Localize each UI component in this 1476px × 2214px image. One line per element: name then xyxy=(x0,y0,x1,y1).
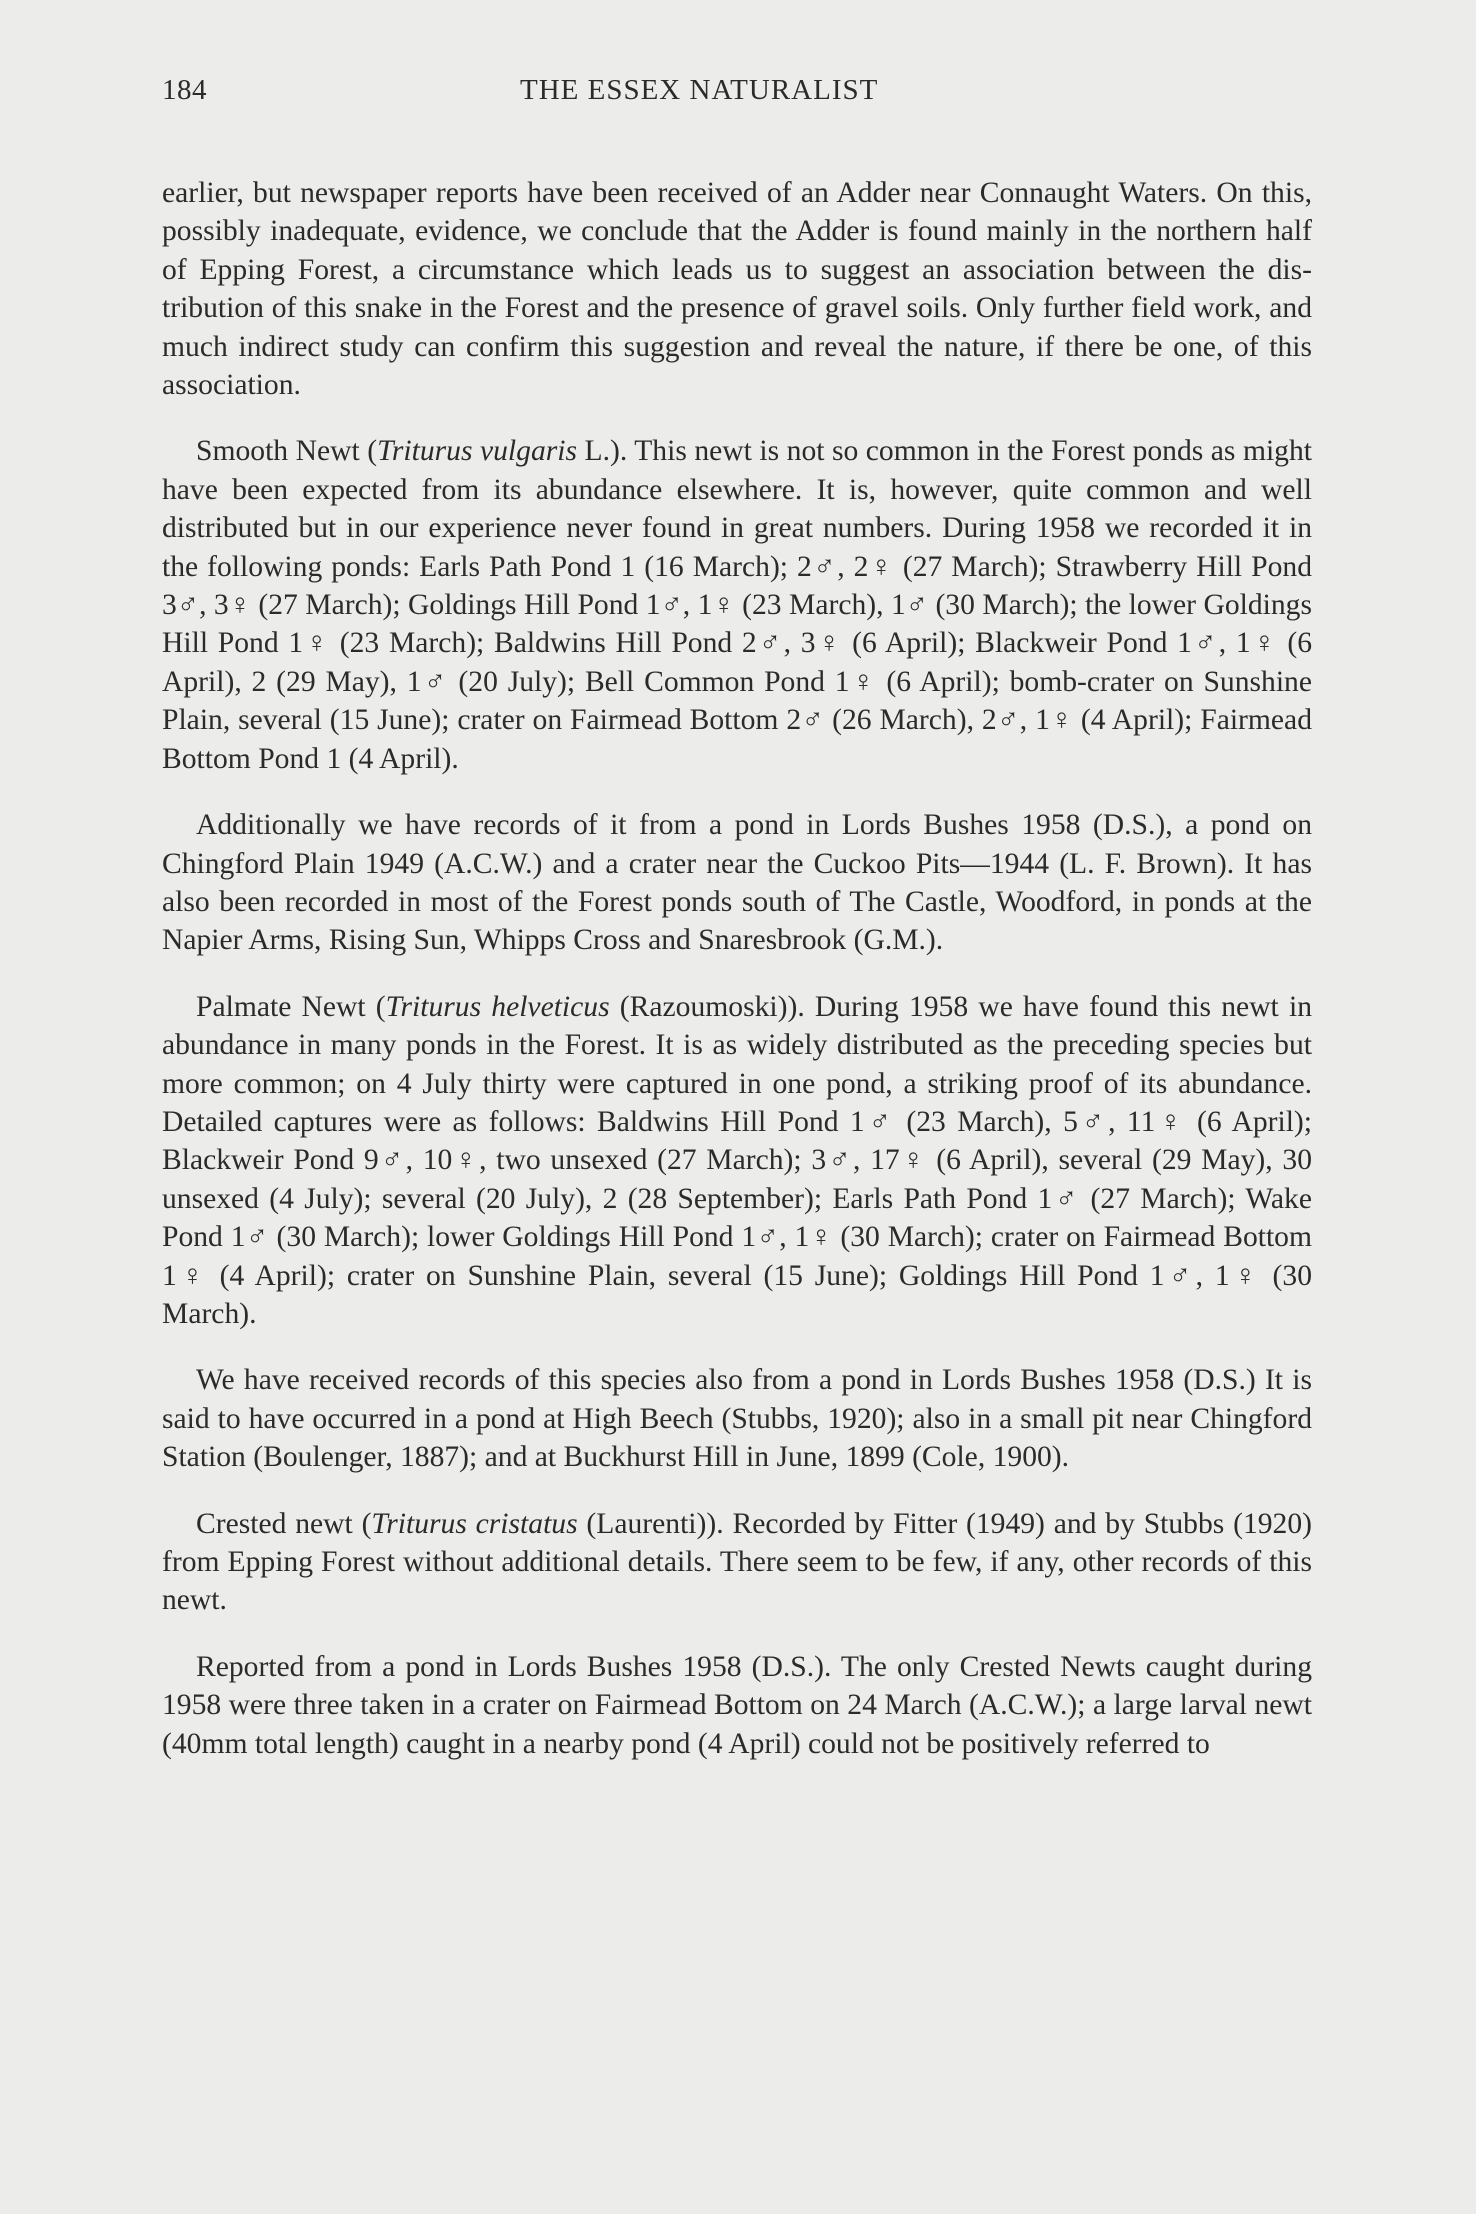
paragraph-palmate-newt xyxy=(162,988,1312,1334)
paragraph-text: Crested newt ( xyxy=(196,1507,372,1540)
paragraph xyxy=(162,1361,1312,1476)
paragraph xyxy=(162,1648,1312,1763)
paragraph-smooth-newt xyxy=(162,432,1312,778)
paragraph-text: (Laurenti)). Recorded by Fitter (1949) and by Stubbs (1920) from Epping Forest without additional details. There seem to be few, if any, other records of this newt. xyxy=(162,1507,1312,1617)
paragraph xyxy=(162,174,1312,404)
paragraph-text: Palmate Newt ( xyxy=(196,990,386,1023)
species-name: Triturus helveticus xyxy=(385,990,610,1023)
paragraph-text: Reported from a pond in Lords Bushes 1958 (D.S.). The only Crested Newts caught during 1958 were three taken in a crater on Fairmead Bottom on 24 March (A.C.W.); a large larval newt (40mm total length) caught in a nearby pond (4 April) could not be positively referred to xyxy=(162,1650,1312,1760)
paragraph-crested-newt xyxy=(162,1505,1312,1620)
paragraph-text: We have received records of this species also from a pond in Lords Bushes 1958 (D.S.) It is said to have occurred in a pond at High Beech (Stubbs, 1920); also in a small pit near Chingford Station (Boulenger, 1887); and at Buckhurst Hill in June, 1899 (Cole, 1900). xyxy=(162,1364,1312,1474)
body-text xyxy=(162,174,1312,1791)
paragraph xyxy=(162,806,1312,960)
journal-title: THE ESSEX NATURALIST xyxy=(520,74,879,106)
paragraph-text: Additionally we have records of it from a pond in Lords Bushes 1958 (D.S.), a pond on Chingford Plain 1949 (A.C.W.) and a crater near the Cuckoo Pits—1944 (L. F. Brown). It has also been recorded in most of the Forest ponds south of The Castle, Woodford, in ponds at the Napier Arms, Rising Sun, Whipps Cross and Snaresbrook (G.M.). xyxy=(162,809,1312,957)
running-head xyxy=(162,74,1312,114)
species-name: Triturus cristatus xyxy=(371,1507,578,1540)
species-name: Triturus vulgaris xyxy=(377,435,578,468)
page-number: 184 xyxy=(162,74,207,106)
paragraph-text: L.). This newt is not so common in the Forest ponds as might have been expected from its abundance elsewhere. It is, however, quite common and well distributed but in our experience never found in great numbers. During 1958 we recorded it in the following ponds: Earls Path Pond 1 (16 March); 2♂, 2♀ (27 March); Strawberry Hill Pond 3♂, 3♀ (27 March); Goldings Hill Pond 1♂, 1♀ (23 March), 1♂ (30 March); the lower Goldings Hill Pond 1♀ (23 March); Baldwins Hill Pond 2♂, 3♀ (6 April); Blackweir Pond 1♂, 1♀ (6 April), 2 (29 May), 1♂ (20 July); Bell Common Pond 1♀ (6 April); bomb-crater on Sunshine Plain, several (15 June); crater on Fairmead Bottom 2♂ (26 March), 2♂, 1♀ (4 April); Fairmead Bottom Pond 1 (4 April). xyxy=(162,435,1313,775)
paragraph-text: Smooth Newt ( xyxy=(196,435,378,468)
paragraph-text: (Razoumoski)). During 1958 we have found this newt in abundance in many ponds in the Forest. It is as widely distributed as the preceding species but more common; on 4 July thirty were captured in one pond, a striking proof of its abundance. Detailed captures were as follows: Baldwins Hill Pond 1♂ (23 March), 5♂, 11♀ (6 April); Blackweir Pond 9♂, 10♀, two unsexed (27 March); 3♂, 17♀ (6 April), several (29 May), 30 unsexed (4 July); several (20 July), 2 (28 September); Earls Path Pond 1♂ (27 March); Wake Pond 1♂ (30 March); lower Goldings Hill Pond 1♂, 1♀ (30 March); crater on Fairmead Bottom 1♀ (4 April); crater on Sunshine Plain, several (15 June); Goldings Hill Pond 1♂, 1♀ (30 March). xyxy=(162,990,1312,1330)
paragraph-text: earlier, but newspaper reports have been received of an Adder near Connaught Waters. On this, possibly inadequate, evidence, we conclude that the Adder is found mainly in the northern half of Epping Forest, a circumstance which leads us to suggest an association between the distribution of this snake in the Forest and the presence of gravel soils. Only further field work, and much indirect study can confirm this suggestion and reveal the nature, if there be one, of this association. xyxy=(162,177,1312,402)
